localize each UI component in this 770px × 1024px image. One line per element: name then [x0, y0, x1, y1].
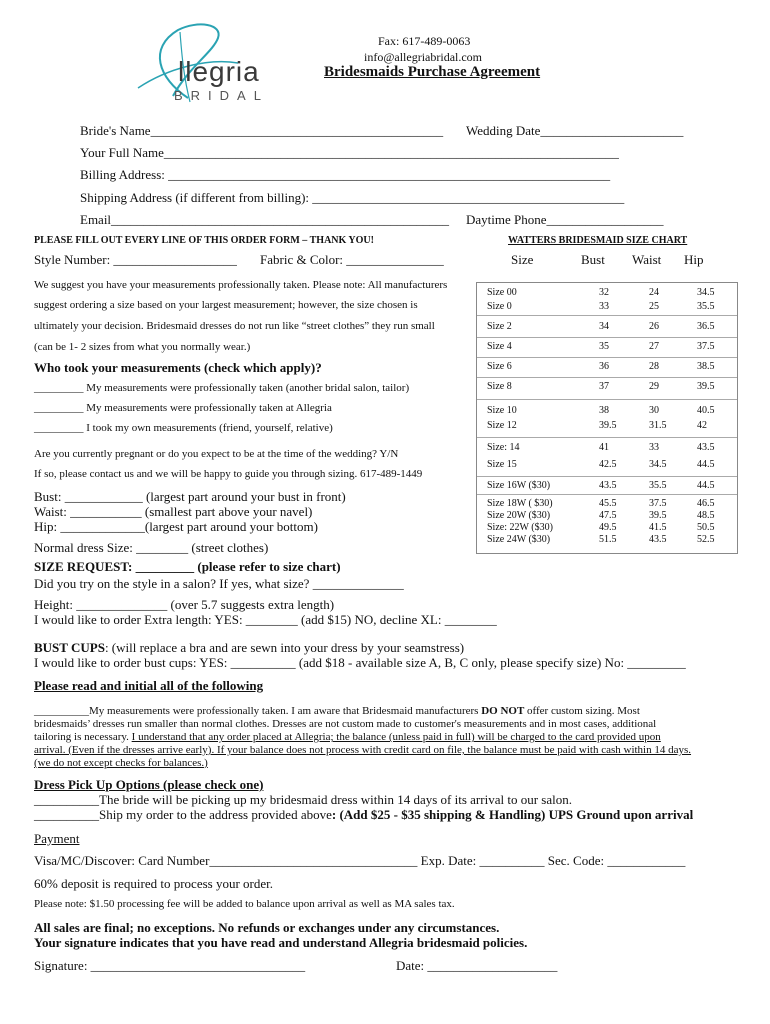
- page-title: Bridesmaids Purchase Agreement: [324, 64, 541, 80]
- bust-cups-label: BUST CUPS: [34, 640, 105, 655]
- style-number-field[interactable]: Style Number: ___________________: [34, 252, 237, 267]
- email-field[interactable]: Email____________________________________________________: [80, 212, 450, 227]
- initial-heading: Please read and initial all of the following: [34, 678, 264, 693]
- signature-policy-note: Your signature indicates that you have read and understand Allegria bridesmaid policies.: [34, 935, 528, 950]
- chart-header-waist: Waist: [632, 252, 662, 267]
- measure-text-1: We suggest you have your measurements professionally taken. Please note: All manufacturers: [34, 279, 448, 291]
- wedding-date-field[interactable]: Wedding Date______________________: [466, 123, 684, 138]
- deposit-note: 60% deposit is required to process your order.: [34, 876, 274, 891]
- who-option-professional[interactable]: _________ My measurements were professionally taken (another bridal salon, tailor): [34, 382, 410, 394]
- ship-text: __________Ship my order to the address provided above: [34, 807, 332, 822]
- initial-line-5: (we do not except checks for balances.): [34, 757, 208, 769]
- brides-name-field[interactable]: Bride's Name_____________________________________________: [80, 123, 444, 138]
- logo-word: llegria: [178, 56, 260, 87]
- initial-text-end: offer custom sizing. Most: [524, 705, 640, 717]
- signature-field[interactable]: Signature: _________________________________: [34, 958, 306, 973]
- waist-field[interactable]: Waist: ___________ (smallest part above your navel): [34, 504, 313, 519]
- payment-heading: Payment: [34, 831, 80, 846]
- pickup-option-ship[interactable]: [34, 807, 693, 823]
- tried-style-field[interactable]: Did you try on the style in a salon? If yes, what size? ______________: [34, 576, 404, 591]
- pregnant-question[interactable]: Are you currently pregnant or do you expect to be at the time of the wedding? Y/N: [34, 448, 399, 460]
- fax-number: Fax: 617-489-0063: [378, 34, 471, 48]
- bust-field[interactable]: Bust: ____________ (largest part around your bust in front): [34, 489, 346, 504]
- full-name-field[interactable]: Your Full Name______________________________________________________________________: [80, 145, 619, 160]
- pickup-option-bride[interactable]: __________The bride will be picking up my bridesmaid dress within 14 days of its arrival to our salon.: [34, 792, 572, 807]
- initial-text-3b: I understand that any order placed at Allegria; the balance (unless paid in full) will be charged to the card provided upon: [131, 731, 661, 743]
- chart-header-bust: Bust: [581, 252, 605, 267]
- shipping-address-field[interactable]: Shipping Address (if different from billing): ________________________________________________: [80, 190, 625, 205]
- logo-sub: BRIDAL: [174, 88, 269, 103]
- extra-length-field[interactable]: I would like to order Extra length: YES: ________ (add $15) NO, decline XL: ________: [34, 612, 497, 627]
- who-option-allegria[interactable]: _________ My measurements were professionally taken at Allegria: [34, 402, 332, 414]
- initial-line-3: [34, 731, 661, 743]
- bust-cups-text: : (will replace a bra and are sewn into your dress by your seamstress): [104, 640, 465, 655]
- who-took-heading: Who took your measurements (check which apply)?: [34, 360, 322, 375]
- size-chart-title: WATTERS BRIDESMAID SIZE CHART: [508, 235, 688, 246]
- initial-text-3a: tailoring is necessary.: [34, 731, 132, 743]
- initial-line-1[interactable]: [34, 705, 640, 717]
- fabric-color-field[interactable]: Fabric & Color: _______________: [260, 252, 444, 267]
- chart-header-hip: Hip: [684, 252, 704, 267]
- size-chart-table: Size 00 32 24 34.5 Size 0 33 25 35.5 Size 2 34 26 36.5 Size 4 35 27 37.5 Size 6 36 28 38.5 Size 8 37 29 39.5 Size 10 38 30 40.5 Size 12 39.5 31.5 42 Size: 14 41 33 43.5 Size 15 42.5 34.5 44.5 Size 16W ($30) 43.5 35.5 44.5 Size 18W ( $30) 45.5 37.5 46.5 Size 20W ($30) 47.5 39.5 48.5 Size: 22W ($30) 49.5 41.5 50.5 Size 24W ($30) 51.5 43.5 52.5: [476, 282, 738, 554]
- do-not-emphasis: DO NOT: [481, 705, 525, 717]
- who-option-self[interactable]: _________ I took my own measurements (friend, yourself, relative): [34, 422, 333, 434]
- height-field[interactable]: Height: ______________ (over 5.7 suggests extra length): [34, 597, 335, 612]
- measure-text-3: ultimately your decision. Bridesmaid dresses do not run like “street clothes” they run small: [34, 320, 435, 332]
- fill-out-note: PLEASE FILL OUT EVERY LINE OF THIS ORDER FORM – THANK YOU!: [34, 235, 374, 246]
- initial-text: __________My measurements were professionally taken. I am aware that Bridesmaid manufacturers: [34, 705, 482, 717]
- chart-header-size: Size: [511, 252, 534, 267]
- fee-note: Please note: $1.50 processing fee will be added to balance upon arrival as well as MA sales tax.: [34, 898, 455, 910]
- hip-field[interactable]: Hip: _____________(largest part around your bottom): [34, 519, 318, 534]
- bust-cups-line: [34, 640, 464, 656]
- contact-email: info@allegriabridal.com: [364, 50, 483, 64]
- size-request-field[interactable]: SIZE REQUEST: _________ (please refer to size chart): [34, 559, 341, 574]
- daytime-phone-field[interactable]: Daytime Phone__________________: [466, 212, 664, 227]
- bust-cups-order-field[interactable]: I would like to order bust cups: YES: __________ (add $18 - available size A, B, C only, please specify size) No: _________: [34, 655, 686, 670]
- ship-cost: : (Add $25 - $35 shipping & Handling) UPS Ground upon arrival: [331, 807, 694, 822]
- date-field[interactable]: Date: ____________________: [396, 958, 558, 973]
- final-sale-note: All sales are final; no exceptions. No refunds or exchanges under any circumstances.: [34, 920, 500, 935]
- card-info-fields[interactable]: Visa/MC/Discover: Card Number________________________________ Exp. Date: __________ Sec. Code: ____________: [34, 853, 686, 868]
- billing-address-field[interactable]: Billing Address: ____________________________________________________________________: [80, 167, 611, 182]
- measure-text-4: (can be 1- 2 sizes from what you normally wear.): [34, 341, 251, 353]
- pregnant-contact: If so, please contact us and we will be happy to guide you through sizing. 617-489-1449: [34, 468, 423, 480]
- normal-size-field[interactable]: Normal dress Size: ________ (street clothes): [34, 540, 269, 555]
- initial-line-4: arrival. (Even if the dresses arrive early). If your balance does not process with credit card on file, the balance must be paid with cash within 14 days.: [34, 744, 692, 756]
- initial-line-2: bridesmaids’ dresses run smaller than normal clothes. Dresses are not custom made to customer's measurements and in most cases, additional: [34, 718, 657, 730]
- pickup-heading: Dress Pick Up Options (please check one): [34, 777, 264, 792]
- measure-text-2: suggest ordering a size based on your largest measurement; however, the size chosen is: [34, 299, 418, 311]
